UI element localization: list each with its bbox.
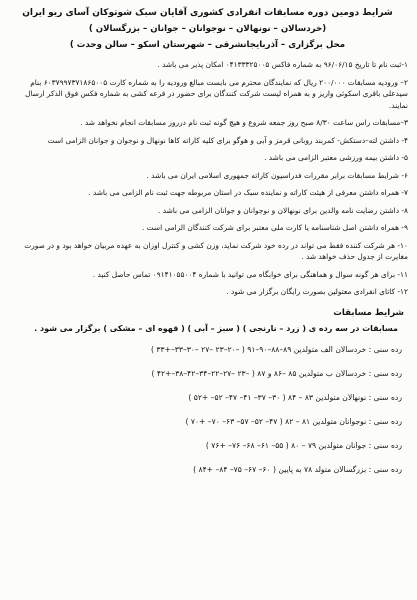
age-groups-heading: (خردسالان – نونهالان – نوجوانان – جوانان – بزرگسالان ): [88, 24, 327, 34]
rule-item: ۶- شرایط مسابقات برابر مقررات فدراسیون کاراته جمهوری اسلامی ایران می باشد .: [146, 170, 408, 180]
document-title: شرایط دومین دوره مسابقات انفرادی کشوری آقایان سبک شوتوکان آسای ریو ایران: [22, 8, 393, 18]
rule-item: ۲– ورودیه مسابقات ۲۰۰/۰۰۰ ریال که نمایندگان محترم می بایست مبالغ ورودیه را به شماره کارت ۶۰۳۷۹۹۷۳۷۱۸۶۵۰۰۵ بنام سیدعلی باقری اسکوئی واریز و به همراه لیست شرکت کنندگان برای حضور در قرعه کشی به شماره فکس فوق الذکر ارسال نمایند.: [25, 77, 408, 110]
rule-item: ۱۲- کاتای انفرادی معتولین بصورت رایگان برگزار می شود .: [226, 287, 408, 296]
rule-item: ۳–مسابقات راس ساعت ۸/۳۰ صبح روز جمعه شروع و هیچ گونه ثبت نام درروز مسابقات انجام نخواهد شد .: [80, 118, 408, 127]
rule-item: ۴- داشتن لته–دستکش- کمربند روبانی قرمز و آبی و هوگو برای کلیه کاراته کاها نونهال و نوجوان و جوانان الزامی است: [47, 135, 408, 145]
age-category-row: رده سنی : نونهالان متولدین ۸۳ – ۸۴ ( ۳۰– ۳۷– ۴۱– ۴۷– ۵۲– +۵۲ ): [188, 392, 402, 402]
rule-item: ۸- داشتن رضایت نامه والدین برای نونهالان و نوجوانان و جوانان الزامی می باشد .: [158, 205, 408, 215]
rule-item: ۷- همراه داشتن معرفی از هیئت کاراته و نماینده سبک در استان مربوطه جهت ثبت نام الزامی می باشد .: [88, 188, 408, 197]
age-category-row: رده سنی : بزرگسالان متولد ۷۸ به پایین ( ۶۰– ۶۷– ۷۵– ۸۴– +۸۴ ): [193, 464, 402, 474]
age-category-row: رده سنی : خردسالان ب متولدین ۸۵ –۸۶ و ۸۷ ( –۲۳ –۲۷–۲۲–۳۴–۴۲–۳۸–+۴۲ ): [151, 368, 402, 378]
rule-item: ۱۰- هر شرکت کننده فقط می تواند در رده خود شرکت نماید، وزن کشی و کنترل اوزان به عهده مربیان خواهد بود و در صورت مغایرت از جدول حذف خواهد شد .: [24, 240, 408, 261]
rules-list: [7, 59, 408, 298]
age-category-row: رده سنی : جوانان متولدین ۷۹ – ۸۰ ( ۵۵– ۶۱– ۶۸– ۷۶– +۷۶ ): [205, 440, 402, 450]
rule-item: ۱۱- برای هر گونه سوال و هماهنگی برای خوابگاه می توانید با شماره ۰۹۱۴۱۰۵۵۰۰۴ تماس حاصل کنید .: [92, 269, 408, 279]
competition-section-title: شرایط مسابقات: [333, 307, 404, 318]
document-header: [7, 5, 408, 53]
venue-heading: محل برگزاری – آذربایجانشرقی – شهرستان اسکو – سالن وحدت ): [69, 40, 346, 50]
rule-item: ۹- همراه داشتن اصل شناسنامه یا کارت ملی معتبر برای شرکت کنندگان الزامی است .: [141, 223, 408, 232]
rule-item: ۵- داشتن بیمه ورزشی معتبر الزامی می باشد .: [264, 153, 408, 162]
age-categories-list: [7, 343, 408, 476]
age-category-row: رده سنی : نوجوانان متولدین ۸۱ – ۸۲ ( ۴۷– ۵۲– ۵۷– ۶۳– ۷۰– +۷۰ ): [185, 416, 402, 426]
age-category-row: رده سنی : خردسالان الف متولدین ۸۹–۸۸–۹۰–۹۱ ( –۲۰–۲۳ –۲۷ –۳۰–۳۳–+۳۳ ): [151, 344, 402, 354]
belt-categories-intro: مسابقات در سه رده ی ( زرد – نارنجی ) ( سبز – آبی ) ( قهوه ای – مشکی ) برگزار می شود .: [34, 323, 398, 333]
rule-item: ۱-ثبت نام تا تاریخ ۹۶/۰۶/۱۵ به شماره فاکس ۰۴۱۳۳۳۲۵۰۰۵ امکان پذیر می باشد .: [157, 60, 408, 69]
